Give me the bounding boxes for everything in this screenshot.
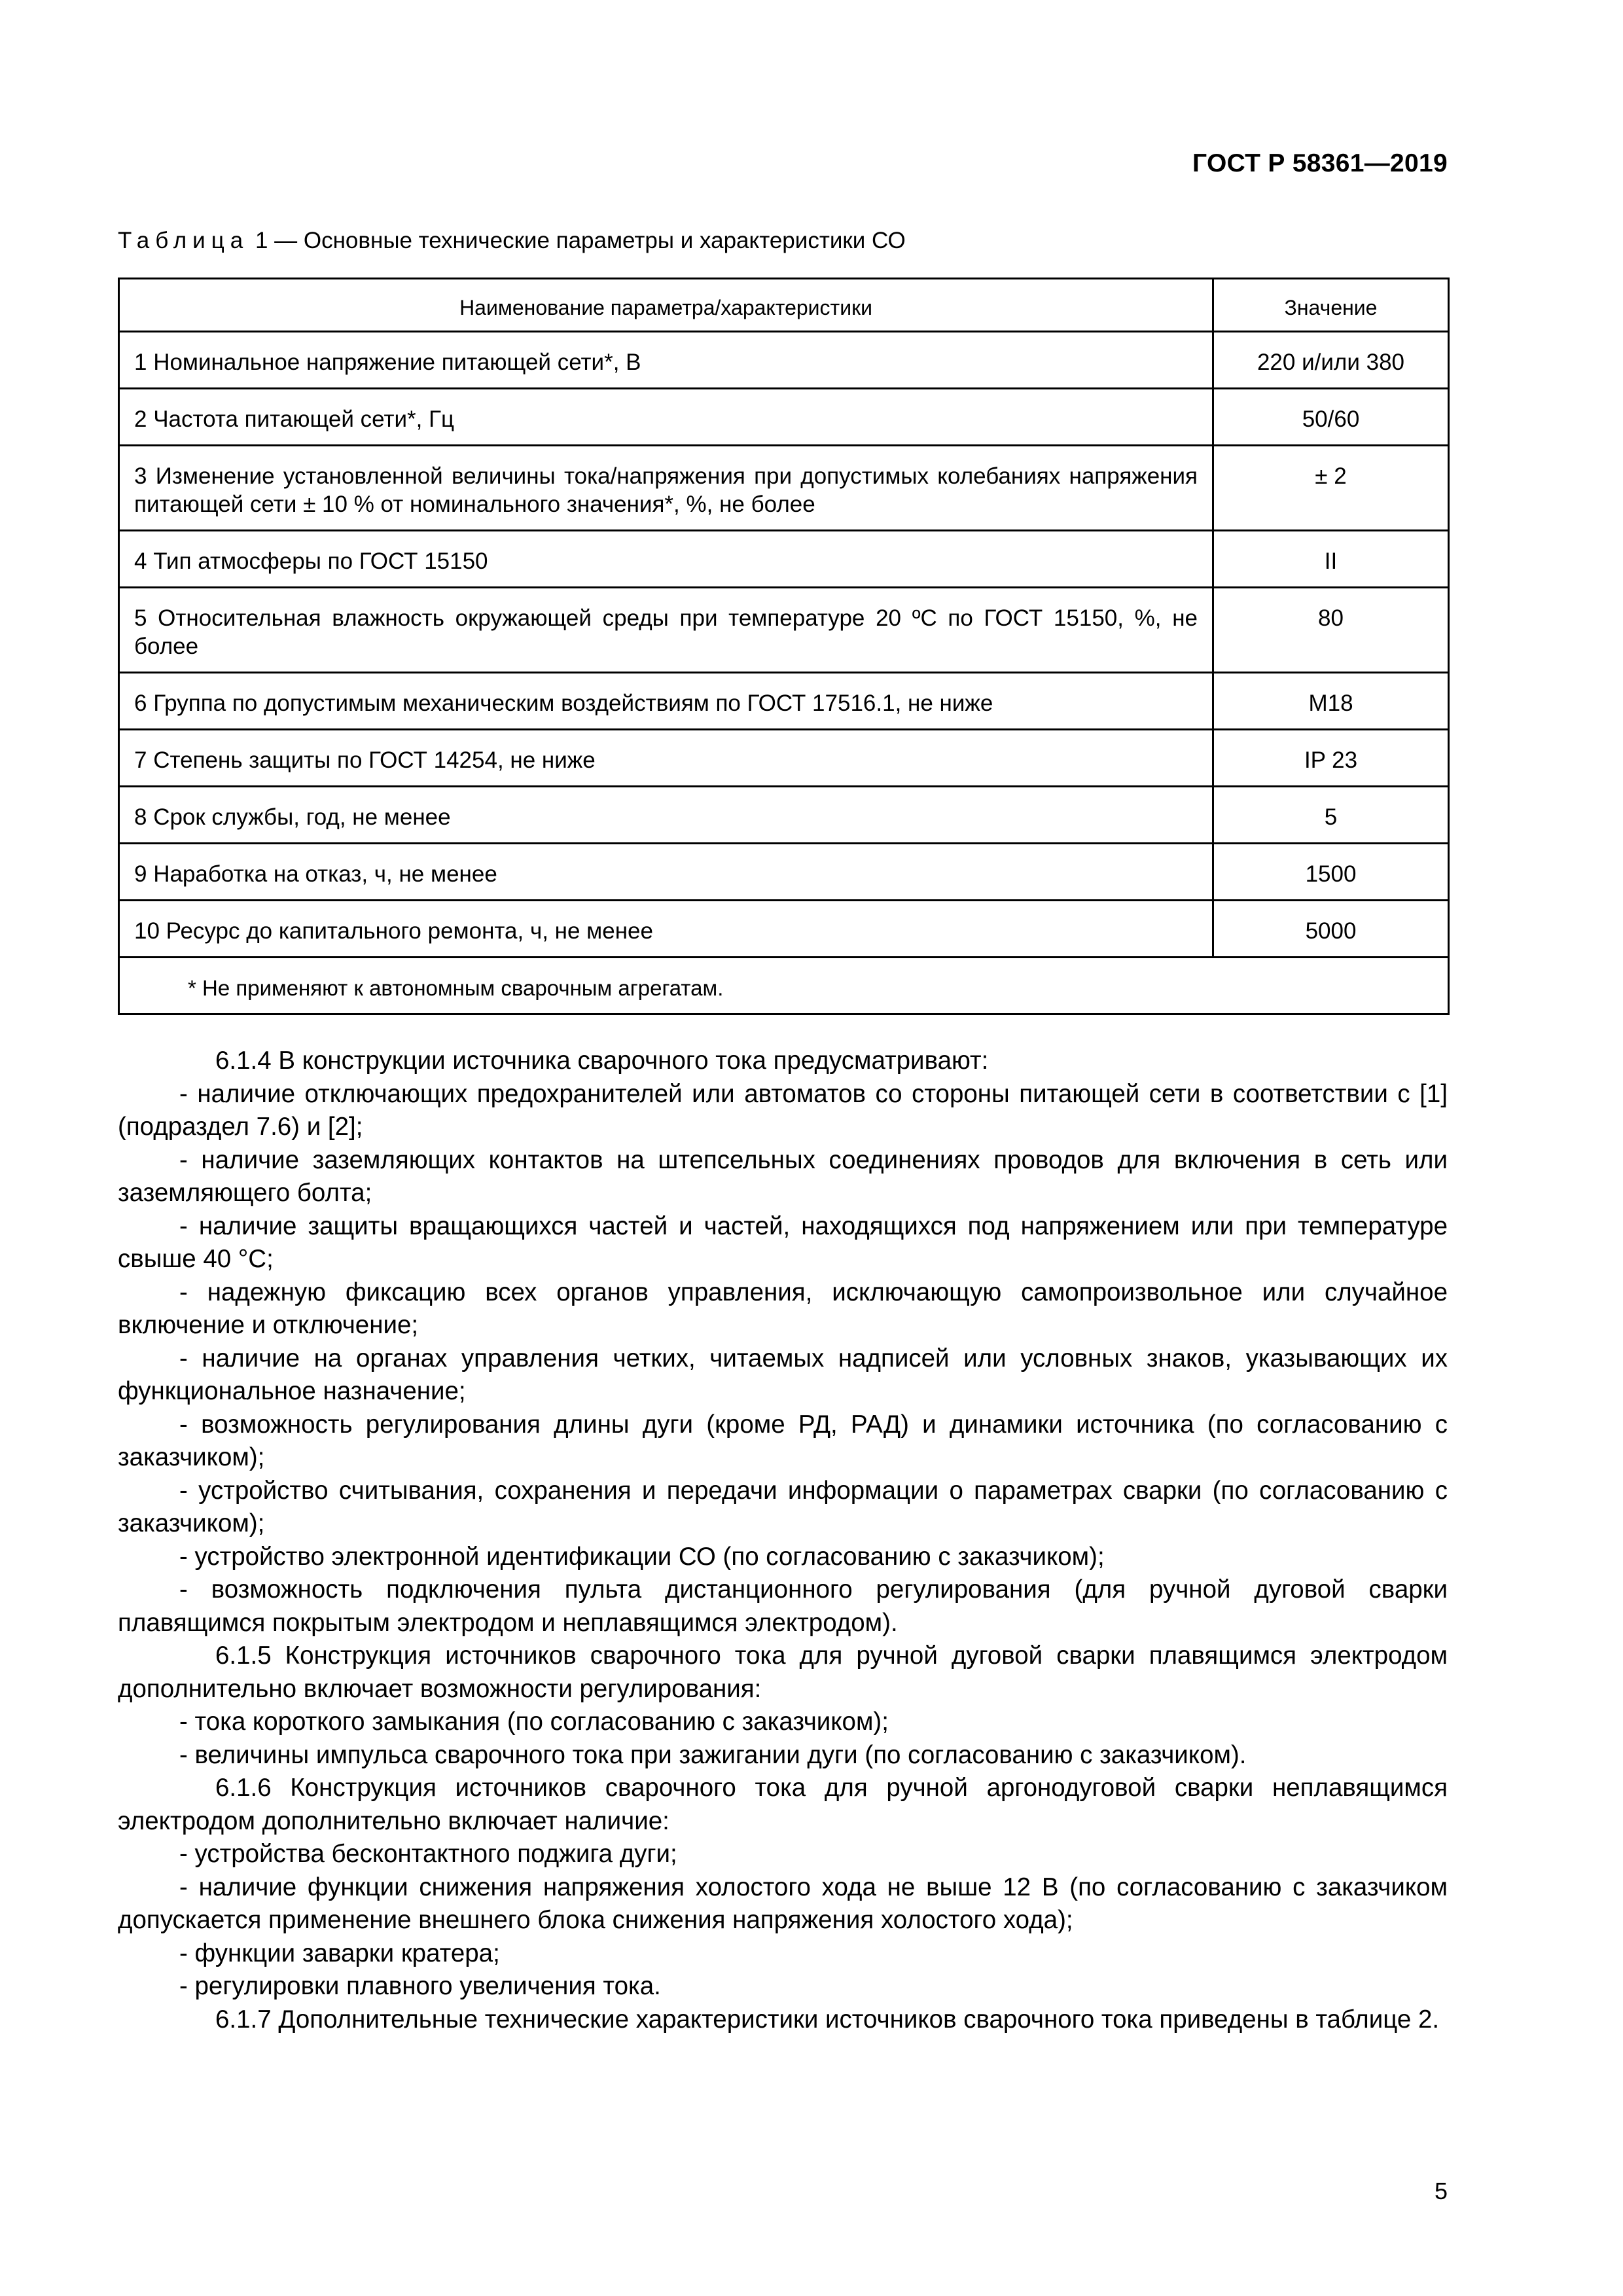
parameter-name: 7 Степень защиты по ГОСТ 14254, не ниже [119, 730, 1213, 787]
page-number: 5 [1434, 2178, 1448, 2204]
list-item: - наличие заземляющих контактов на штепсельных соединениях проводов для включения в сеть или заземляющего болта; [118, 1145, 1448, 1207]
parameters-table [118, 278, 1450, 1015]
parameter-name: 2 Частота питающей сети*, Гц [119, 389, 1213, 446]
document-code: ГОСТ Р 58361—2019 [1192, 149, 1448, 177]
section-paragraph: 6.1.5 Конструкция источников сварочного тока для ручной дуговой сварки плавящимся электродом дополнительно включает возможности регулирования: [118, 1641, 1448, 1703]
parameter-name: 3 Изменение установленной величины тока/напряжения при допустимых колебаниях напряжения питающей сети ± 10 % от номинального значения*, %, не более [119, 446, 1213, 531]
table-row [119, 446, 1449, 531]
list-item: - регулировки плавного увеличения тока. [179, 1972, 661, 2000]
table-row [119, 673, 1449, 730]
parameter-value: IP 23 [1213, 730, 1449, 787]
section-paragraph: 6.1.4 В конструкции источника сварочного тока предусматривают: [215, 1047, 989, 1075]
column-header-value: Значение [1213, 279, 1449, 332]
table-row [119, 901, 1449, 958]
parameter-name: 4 Тип атмосферы по ГОСТ 15150 [119, 531, 1213, 588]
table-row [119, 531, 1449, 588]
parameter-value: 5 [1213, 787, 1449, 844]
table-row [119, 844, 1449, 901]
section-paragraph: 6.1.6 Конструкция источников сварочного тока для ручной аргонодуговой сварки неплавящимся электродом дополнительно включает наличие: [118, 1774, 1448, 1835]
table-row [119, 588, 1449, 673]
parameter-value: ± 2 [1213, 446, 1449, 531]
list-item: - возможность подключения пульта дистанционного регулирования (для ручной дуговой сварки плавящимся покрытым электродом и неплавящимся электродом). [118, 1575, 1448, 1637]
table-caption-text: 1 — Основные технические параметры и характеристики СО [255, 228, 906, 253]
parameter-name: 5 Относительная влажность окружающей среды при температуре 20 ºС по ГОСТ 15150, %, не более [119, 588, 1213, 673]
parameter-name: 9 Наработка на отказ, ч, не менее [119, 844, 1213, 901]
table-footnote: * Не применяют к автономным сварочным агрегатам. [119, 958, 1449, 1014]
parameter-value: II [1213, 531, 1449, 588]
table-row [119, 787, 1449, 844]
table-footnote-row [119, 958, 1449, 1014]
parameter-value: М18 [1213, 673, 1449, 730]
list-item: - наличие на органах управления четких, читаемых надписей или условных знаков, указывающих их функциональное назначение; [118, 1344, 1448, 1405]
table-row [119, 730, 1449, 787]
list-item: - наличие защиты вращающихся частей и частей, находящихся под напряжением или при температуре свыше 40 °С; [118, 1211, 1448, 1273]
table-row [119, 389, 1449, 446]
parameter-name: 8 Срок службы, год, не менее [119, 787, 1213, 844]
parameter-value: 1500 [1213, 844, 1449, 901]
parameter-value: 80 [1213, 588, 1449, 673]
list-item: - тока короткого замыкания (по согласованию с заказчиком); [179, 1708, 889, 1736]
table-caption [118, 228, 906, 254]
section-paragraph: 6.1.7 Дополнительные технические характеристики источников сварочного тока приведены в таблице 2. [215, 2005, 1440, 2034]
list-item: - наличие отключающих предохранителей или автоматов со стороны питающей сети в соответствии с [1] (подраздел 7.6) и [2]; [118, 1079, 1448, 1141]
list-item: - наличие функции снижения напряжения холостого хода не выше 12 В (по согласованию с заказчиком допускается применение внешнего блока снижения напряжения холостого хода); [118, 1873, 1448, 1934]
list-item: - функции заварки кратера; [179, 1939, 500, 1967]
column-header-name: Наименование параметра/характеристики [119, 279, 1213, 332]
list-item: - надежную фиксацию всех органов управления, исключающую самопроизвольное или случайное включение и отключение; [118, 1278, 1448, 1339]
table-row [119, 332, 1449, 389]
parameter-value: 5000 [1213, 901, 1449, 958]
body-text [118, 1045, 1448, 2036]
parameter-value: 50/60 [1213, 389, 1449, 446]
list-item: - возможность регулирования длины дуги (кроме РД, РАД) и динамики источника (по согласованию с заказчиком); [118, 1410, 1448, 1471]
list-item: - устройство считывания, сохранения и передачи информации о параметрах сварки (по согласованию с заказчиком); [118, 1476, 1448, 1537]
parameter-name: 1 Номинальное напряжение питающей сети*, В [119, 332, 1213, 389]
list-item: - устройства бесконтактного поджига дуги; [179, 1840, 677, 1868]
list-item: - устройство электронной идентификации СО (по согласованию с заказчиком); [179, 1542, 1105, 1571]
parameter-name: 6 Группа по допустимым механическим воздействиям по ГОСТ 17516.1, не ниже [119, 673, 1213, 730]
table-caption-label: Таблица [118, 228, 249, 253]
parameter-name: 10 Ресурс до капитального ремонта, ч, не менее [119, 901, 1213, 958]
table-header-row [119, 279, 1449, 332]
parameter-value: 220 и/или 380 [1213, 332, 1449, 389]
list-item: - величины импульса сварочного тока при зажигании дуги (по согласованию с заказчиком). [179, 1740, 1247, 1769]
